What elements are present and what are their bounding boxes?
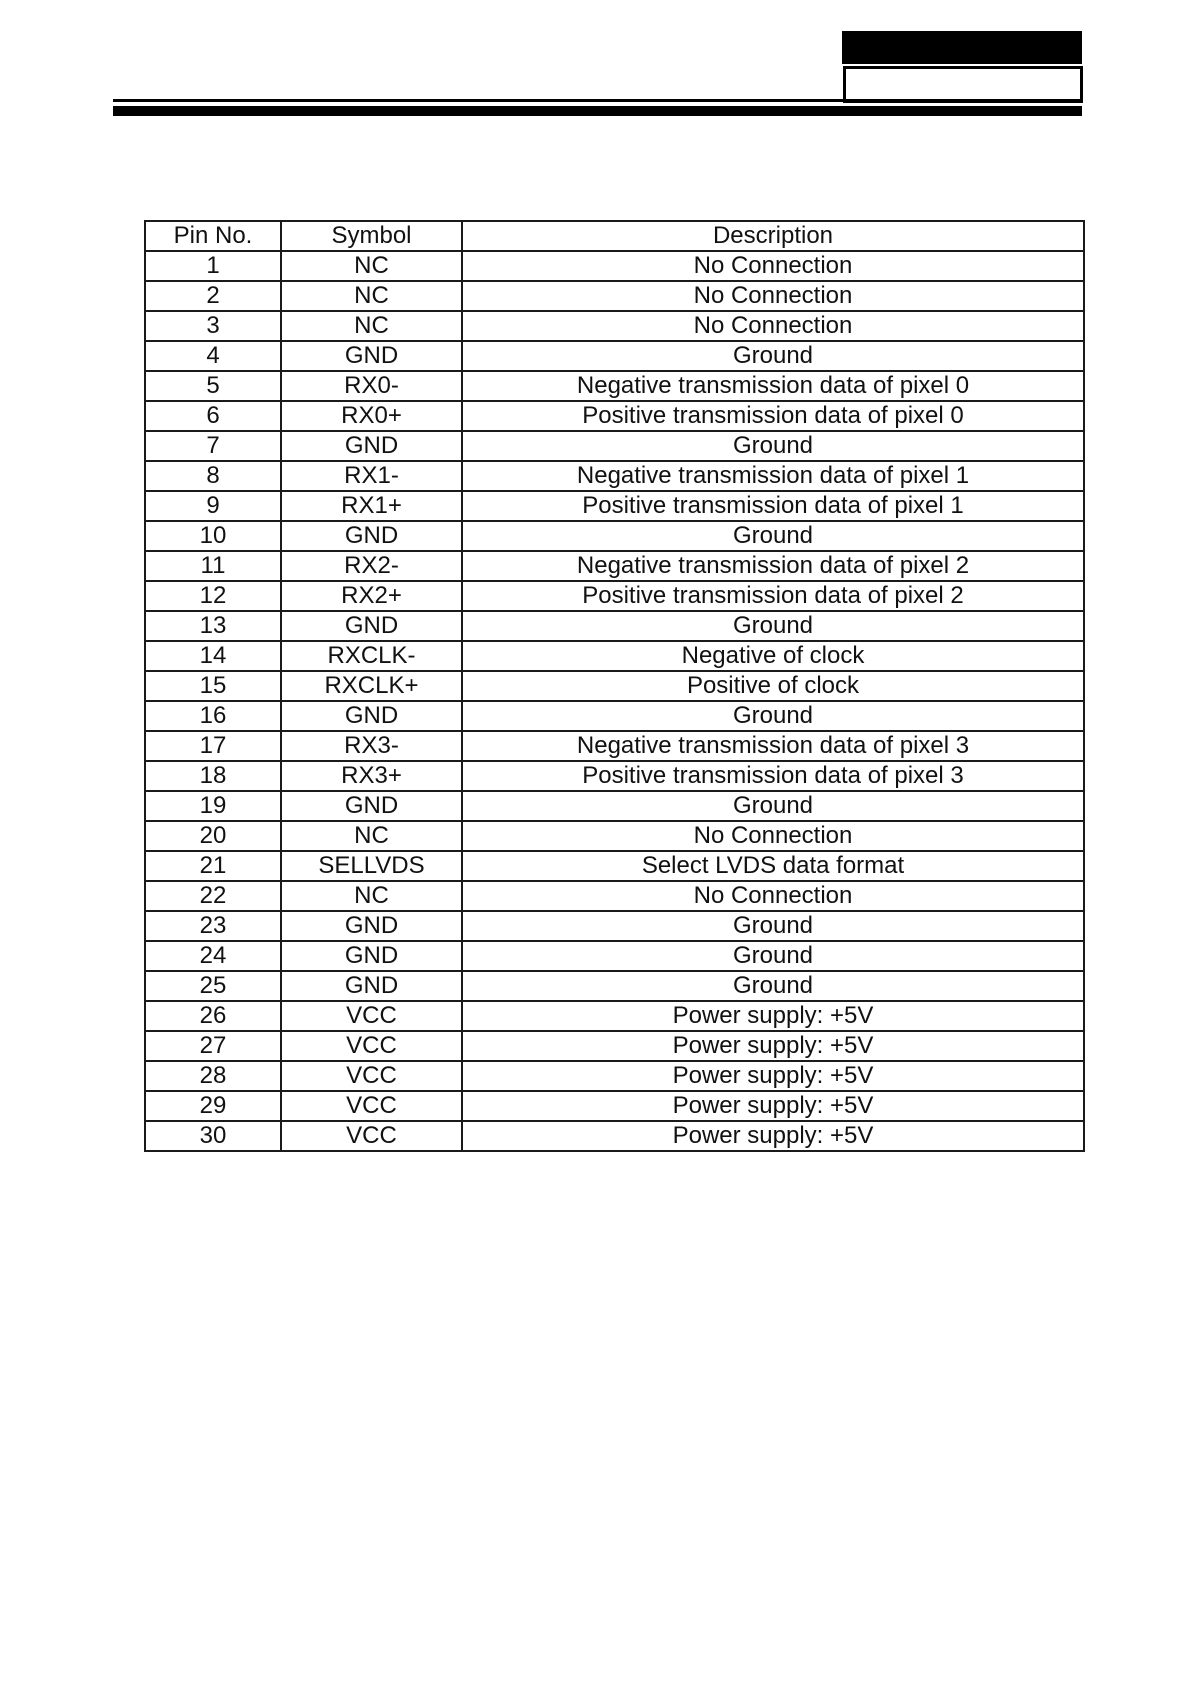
table-row [145, 1121, 1084, 1151]
symbol-cell: RXCLK- [281, 641, 462, 671]
symbol-cell: RX2+ [281, 581, 462, 611]
pin-number-cell: 28 [145, 1061, 281, 1091]
pin-number-cell: 3 [145, 311, 281, 341]
table-row [145, 701, 1084, 731]
pin-number-cell: 13 [145, 611, 281, 641]
table-row [145, 1001, 1084, 1031]
description-cell: Negative transmission data of pixel 1 [462, 461, 1084, 491]
pin-number-cell: 9 [145, 491, 281, 521]
pin-number-cell: 18 [145, 761, 281, 791]
symbol-cell: NC [281, 311, 462, 341]
pin-number-cell: 12 [145, 581, 281, 611]
pin-number-cell: 6 [145, 401, 281, 431]
pin-number-cell: 4 [145, 341, 281, 371]
symbol-cell: GND [281, 341, 462, 371]
pin-number-cell: 27 [145, 1031, 281, 1061]
description-cell: Ground [462, 341, 1084, 371]
description-cell: No Connection [462, 311, 1084, 341]
pin-number-cell: 29 [145, 1091, 281, 1121]
pin-number-cell: 19 [145, 791, 281, 821]
description-cell: Negative transmission data of pixel 0 [462, 371, 1084, 401]
description-cell: Ground [462, 941, 1084, 971]
description-cell: Ground [462, 431, 1084, 461]
table-row [145, 941, 1084, 971]
table-row [145, 671, 1084, 701]
table-row [145, 431, 1084, 461]
table-row [145, 821, 1084, 851]
description-cell: Ground [462, 611, 1084, 641]
description-cell: Positive transmission data of pixel 1 [462, 491, 1084, 521]
description-cell: Power supply: +5V [462, 1001, 1084, 1031]
table-row [145, 731, 1084, 761]
description-cell: No Connection [462, 281, 1084, 311]
table-row [145, 371, 1084, 401]
pin-number-cell: 20 [145, 821, 281, 851]
pin-number-cell: 30 [145, 1121, 281, 1151]
symbol-cell: RX1+ [281, 491, 462, 521]
symbol-cell: RX3+ [281, 761, 462, 791]
pin-number-cell: 8 [145, 461, 281, 491]
pin-number-cell: 26 [145, 1001, 281, 1031]
table-row [145, 461, 1084, 491]
pin-number-cell: 7 [145, 431, 281, 461]
description-cell: Negative transmission data of pixel 3 [462, 731, 1084, 761]
table-row [145, 401, 1084, 431]
description-cell: Power supply: +5V [462, 1031, 1084, 1061]
pin-number-cell: 15 [145, 671, 281, 701]
pin-assignment-table [144, 220, 1085, 1152]
pin-number-cell: 24 [145, 941, 281, 971]
description-cell: Ground [462, 911, 1084, 941]
symbol-cell: VCC [281, 1031, 462, 1061]
header-symbol: Symbol [281, 221, 462, 251]
table-row [145, 341, 1084, 371]
table-row [145, 881, 1084, 911]
table-row [145, 1091, 1084, 1121]
description-cell: Ground [462, 791, 1084, 821]
description-cell: No Connection [462, 881, 1084, 911]
header-pin-no: Pin No. [145, 221, 281, 251]
pin-number-cell: 2 [145, 281, 281, 311]
symbol-cell: VCC [281, 1121, 462, 1151]
header-rule-thin [113, 99, 1082, 102]
symbol-cell: GND [281, 971, 462, 1001]
pin-number-cell: 1 [145, 251, 281, 281]
table-row [145, 791, 1084, 821]
description-cell: Positive of clock [462, 671, 1084, 701]
symbol-cell: VCC [281, 1001, 462, 1031]
symbol-cell: GND [281, 701, 462, 731]
symbol-cell: NC [281, 281, 462, 311]
symbol-cell: GND [281, 521, 462, 551]
description-cell: Power supply: +5V [462, 1061, 1084, 1091]
description-cell: Negative of clock [462, 641, 1084, 671]
description-cell: Positive transmission data of pixel 0 [462, 401, 1084, 431]
table-row [145, 551, 1084, 581]
description-cell: Positive transmission data of pixel 3 [462, 761, 1084, 791]
table-row [145, 641, 1084, 671]
description-cell: Positive transmission data of pixel 2 [462, 581, 1084, 611]
pin-number-cell: 11 [145, 551, 281, 581]
description-cell: Negative transmission data of pixel 2 [462, 551, 1084, 581]
table-row [145, 1061, 1084, 1091]
table-header-row [145, 221, 1084, 251]
table-row [145, 911, 1084, 941]
pin-number-cell: 17 [145, 731, 281, 761]
symbol-cell: RX3- [281, 731, 462, 761]
symbol-cell: RX0+ [281, 401, 462, 431]
header-outlined-label-box [843, 66, 1083, 103]
symbol-cell: NC [281, 821, 462, 851]
pin-number-cell: 25 [145, 971, 281, 1001]
pin-table-body [145, 251, 1084, 1151]
pin-number-cell: 23 [145, 911, 281, 941]
table-row [145, 611, 1084, 641]
pin-number-cell: 5 [145, 371, 281, 401]
pin-number-cell: 22 [145, 881, 281, 911]
table-row [145, 281, 1084, 311]
symbol-cell: SELLVDS [281, 851, 462, 881]
symbol-cell: RX0- [281, 371, 462, 401]
symbol-cell: VCC [281, 1061, 462, 1091]
table-row [145, 581, 1084, 611]
description-cell: Ground [462, 701, 1084, 731]
description-cell: Select LVDS data format [462, 851, 1084, 881]
description-cell: No Connection [462, 251, 1084, 281]
description-cell: Ground [462, 971, 1084, 1001]
description-cell: No Connection [462, 821, 1084, 851]
symbol-cell: NC [281, 881, 462, 911]
symbol-cell: RX2- [281, 551, 462, 581]
table-row [145, 1031, 1084, 1061]
description-cell: Power supply: +5V [462, 1121, 1084, 1151]
description-cell: Ground [462, 521, 1084, 551]
table-row [145, 761, 1084, 791]
symbol-cell: VCC [281, 1091, 462, 1121]
symbol-cell: GND [281, 791, 462, 821]
header-rule-thick [113, 106, 1082, 116]
description-cell: Power supply: +5V [462, 1091, 1084, 1121]
pin-number-cell: 10 [145, 521, 281, 551]
table-row [145, 851, 1084, 881]
pin-number-cell: 16 [145, 701, 281, 731]
table-row [145, 311, 1084, 341]
table-row [145, 521, 1084, 551]
pin-number-cell: 21 [145, 851, 281, 881]
header-description: Description [462, 221, 1084, 251]
table-row [145, 251, 1084, 281]
symbol-cell: RX1- [281, 461, 462, 491]
pin-number-cell: 14 [145, 641, 281, 671]
symbol-cell: NC [281, 251, 462, 281]
symbol-cell: GND [281, 911, 462, 941]
symbol-cell: RXCLK+ [281, 671, 462, 701]
table-row [145, 971, 1084, 1001]
symbol-cell: GND [281, 431, 462, 461]
header-dark-label-block [842, 31, 1082, 64]
table-row [145, 491, 1084, 521]
symbol-cell: GND [281, 611, 462, 641]
symbol-cell: GND [281, 941, 462, 971]
